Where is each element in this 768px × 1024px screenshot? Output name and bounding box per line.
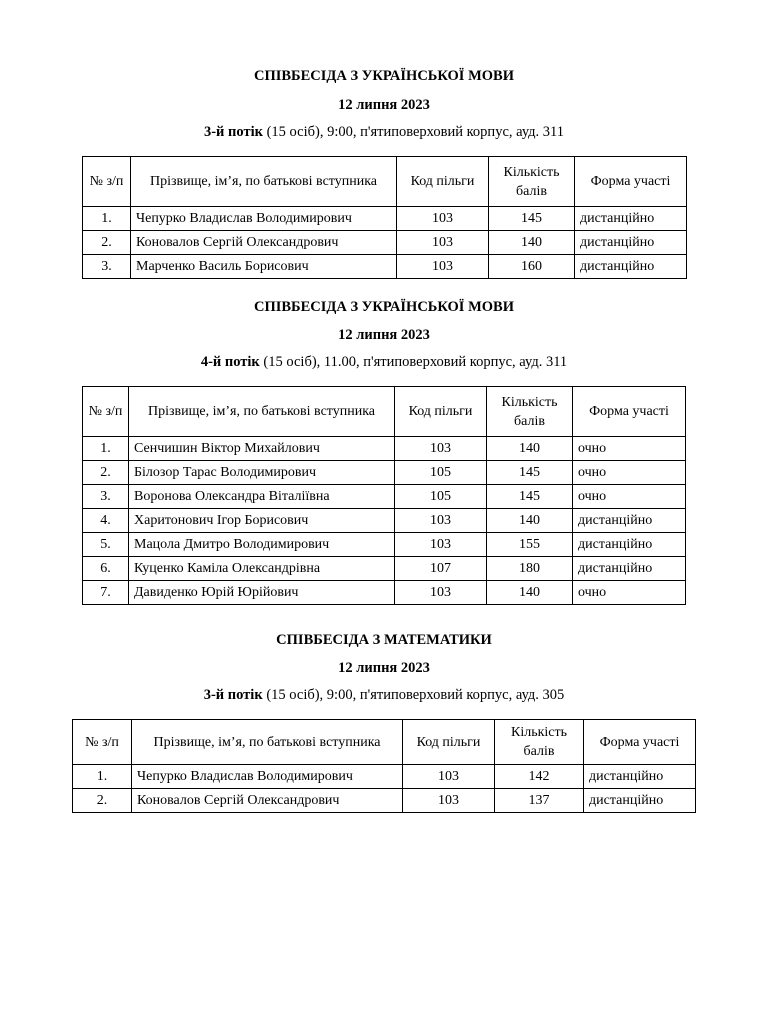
row-code: 103 [403, 789, 495, 813]
row-score: 160 [489, 255, 575, 279]
row-score: 140 [487, 581, 573, 605]
header-num: № з/п [73, 720, 132, 765]
section-3-title: СПІВБЕСІДА З МАТЕМАТИКИ [276, 632, 492, 648]
row-num: 3. [83, 485, 129, 509]
row-num: 2. [83, 231, 131, 255]
header-code: Код пільги [397, 157, 489, 207]
row-form: дистанційно [573, 557, 686, 581]
table-row [83, 207, 687, 231]
section-2-stream [0, 354, 768, 371]
header-score: Кількість балів [487, 387, 573, 437]
table-row [83, 231, 687, 255]
row-code: 105 [395, 461, 487, 485]
row-form: дистанційно [573, 533, 686, 557]
section-2-table [82, 386, 686, 605]
row-score: 155 [487, 533, 573, 557]
section-3-table [72, 719, 696, 813]
section-3-stream [0, 687, 768, 704]
row-score: 140 [487, 509, 573, 533]
row-num: 3. [83, 255, 131, 279]
table-row [83, 485, 686, 509]
row-form: дистанційно [575, 207, 687, 231]
table-row [83, 557, 686, 581]
row-score: 140 [487, 437, 573, 461]
row-code: 103 [403, 765, 495, 789]
row-name: Білозор Тарас Володимирович [129, 461, 395, 485]
header-name: Прізвище, ім’я, по батькові вступника [131, 157, 397, 207]
header-num: № з/п [83, 387, 129, 437]
row-form: очно [573, 581, 686, 605]
row-num: 1. [73, 765, 132, 789]
row-code: 103 [395, 581, 487, 605]
row-form: очно [573, 485, 686, 509]
row-code: 107 [395, 557, 487, 581]
row-name: Марченко Василь Борисович [131, 255, 397, 279]
row-form: дистанційно [584, 765, 696, 789]
row-code: 103 [397, 255, 489, 279]
section-1-stream [0, 124, 768, 141]
header-name: Прізвище, ім’я, по батькові вступника [132, 720, 403, 765]
section-2-date: 12 липня 2023 [338, 327, 430, 343]
section-1-title: СПІВБЕСІДА З УКРАЇНСЬКОЇ МОВИ [253, 68, 514, 84]
section-1-table [82, 156, 687, 279]
row-name: Коновалов Сергій Олександрович [131, 231, 397, 255]
row-name: Давиденко Юрій Юрійович [129, 581, 395, 605]
row-score: 145 [489, 207, 575, 231]
section-3-date: 12 липня 2023 [338, 660, 430, 676]
row-name: Чепурко Владислав Володимирович [132, 765, 403, 789]
section-1-stream-details: (15 осіб), 9:00, п'ятиповерховий корпус, ауд. 311 [262, 124, 565, 140]
row-num: 1. [83, 437, 129, 461]
header-code: Код пільги [395, 387, 487, 437]
row-num: 4. [83, 509, 129, 533]
row-code: 103 [395, 533, 487, 557]
row-num: 2. [73, 789, 132, 813]
row-num: 7. [83, 581, 129, 605]
header-score: Кількість балів [495, 720, 584, 765]
section-2-stream-details: (15 осіб), 11.00, п'ятиповерховий корпус, ауд. 311 [259, 354, 568, 370]
row-code: 105 [395, 485, 487, 509]
row-name: Мацола Дмитро Володимирович [129, 533, 395, 557]
header-score: Кількість балів [489, 157, 575, 207]
row-form: очно [573, 461, 686, 485]
row-code: 103 [397, 207, 489, 231]
header-form: Форма участі [573, 387, 686, 437]
row-form: дистанційно [575, 231, 687, 255]
header-num: № з/п [83, 157, 131, 207]
row-code: 103 [395, 509, 487, 533]
row-score: 140 [489, 231, 575, 255]
table-row [73, 765, 696, 789]
section-2-title: СПІВБЕСІДА З УКРАЇНСЬКОЇ МОВИ [253, 299, 514, 315]
row-name: Воронова Олександра Віталіївна [129, 485, 395, 509]
table-row [83, 437, 686, 461]
header-name: Прізвище, ім’я, по батькові вступника [129, 387, 395, 437]
row-score: 145 [487, 461, 573, 485]
row-name: Коновалов Сергій Олександрович [132, 789, 403, 813]
table-row [83, 509, 686, 533]
row-form: дистанційно [575, 255, 687, 279]
row-name: Сенчишин Віктор Михайлович [129, 437, 395, 461]
header-form: Форма участі [575, 157, 687, 207]
header-code: Код пільги [403, 720, 495, 765]
table-row [83, 461, 686, 485]
row-score: 137 [495, 789, 584, 813]
row-form: дистанційно [573, 509, 686, 533]
row-code: 103 [397, 231, 489, 255]
section-3-stream-label: 3-й потік [203, 687, 263, 703]
row-score: 180 [487, 557, 573, 581]
row-num: 2. [83, 461, 129, 485]
header-form: Форма участі [584, 720, 696, 765]
row-num: 1. [83, 207, 131, 231]
row-score: 145 [487, 485, 573, 509]
row-score: 142 [495, 765, 584, 789]
table-row [83, 581, 686, 605]
row-code: 103 [395, 437, 487, 461]
row-name: Харитонович Ігор Борисович [129, 509, 395, 533]
section-3-stream-details: (15 осіб), 9:00, п'ятиповерховий корпус, ауд. 305 [262, 687, 565, 703]
row-form: дистанційно [584, 789, 696, 813]
row-num: 5. [83, 533, 129, 557]
table-row [83, 255, 687, 279]
row-form: очно [573, 437, 686, 461]
row-num: 6. [83, 557, 129, 581]
table-row [83, 533, 686, 557]
row-name: Чепурко Владислав Володимирович [131, 207, 397, 231]
section-2-stream-label: 4-й потік [200, 354, 260, 370]
row-name: Куценко Каміла Олександрівна [129, 557, 395, 581]
table-row [73, 789, 696, 813]
section-1-date: 12 липня 2023 [338, 97, 430, 113]
section-1-stream-label: 3-й потік [203, 124, 263, 140]
